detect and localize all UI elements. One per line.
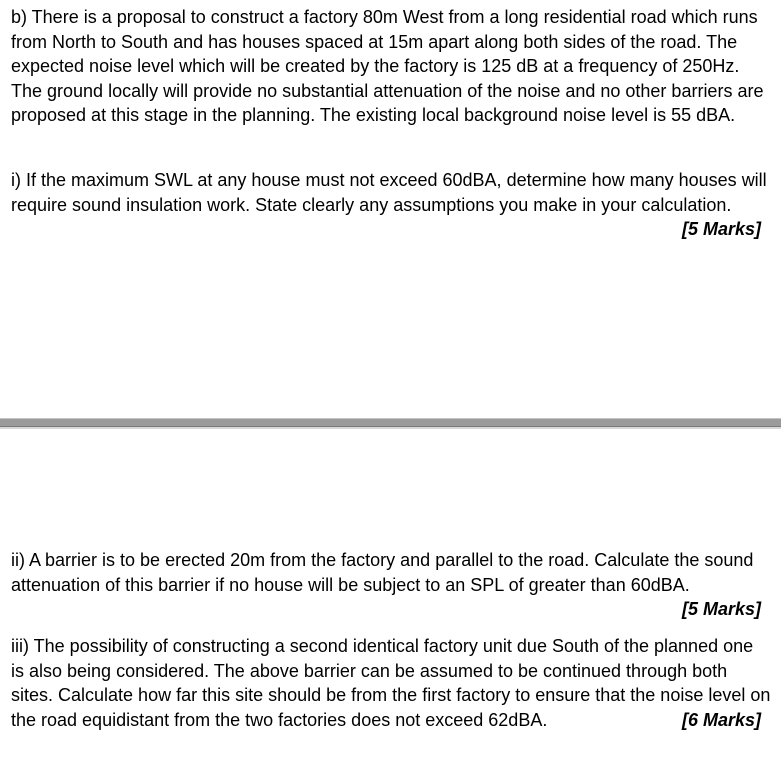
- part-iii-text: iii) The possibility of constructing a second identical factory unit due South of the planned one is also being considered. The above barrier can be assumed to be continued through both sites. Calculate how far this site should be from the first factory to ensure that the noise level on the road equidistant from the two factories does not exceed 62dBA.: [11, 636, 771, 730]
- section-divider-shadow: [0, 427, 781, 429]
- part-ii-paragraph: [11, 548, 771, 619]
- question-b-intro: [11, 5, 771, 128]
- part-iii-marks: [6 Marks]: [681, 709, 761, 730]
- part-i: [11, 168, 771, 242]
- part-i-paragraph: [11, 168, 771, 239]
- part-ii-text: ii) A barrier is to be erected 20m from the factory and parallel to the road. Calculate the sound attenuation of this barrier if no house will be subject to an SPL of greater than 60dBA.: [11, 550, 754, 595]
- part-ii-marks: [5 Marks]: [681, 599, 761, 619]
- section-divider: [0, 418, 781, 427]
- question-b-text: b) There is a proposal to construct a factory 80m West from a long residential road which runs from North to South and has houses spaced at 15m apart along both sides of the road. The expected noise level which will be created by the factory is 125 dB at a frequency of 250Hz. The ground locally will provide no substantial attenuation of the noise and no other barriers are proposed at this stage in the planning. The existing local background noise level is 55 dBA.: [11, 7, 764, 125]
- part-iii: [11, 634, 771, 732]
- part-ii: [11, 548, 771, 622]
- part-i-text: i) If the maximum SWL at any house must not exceed 60dBA, determine how many houses will require sound insulation work. State clearly any assumptions you make in your calculation.: [11, 170, 767, 215]
- part-iii-paragraph: [11, 634, 771, 732]
- part-i-marks: [5 Marks]: [681, 219, 761, 239]
